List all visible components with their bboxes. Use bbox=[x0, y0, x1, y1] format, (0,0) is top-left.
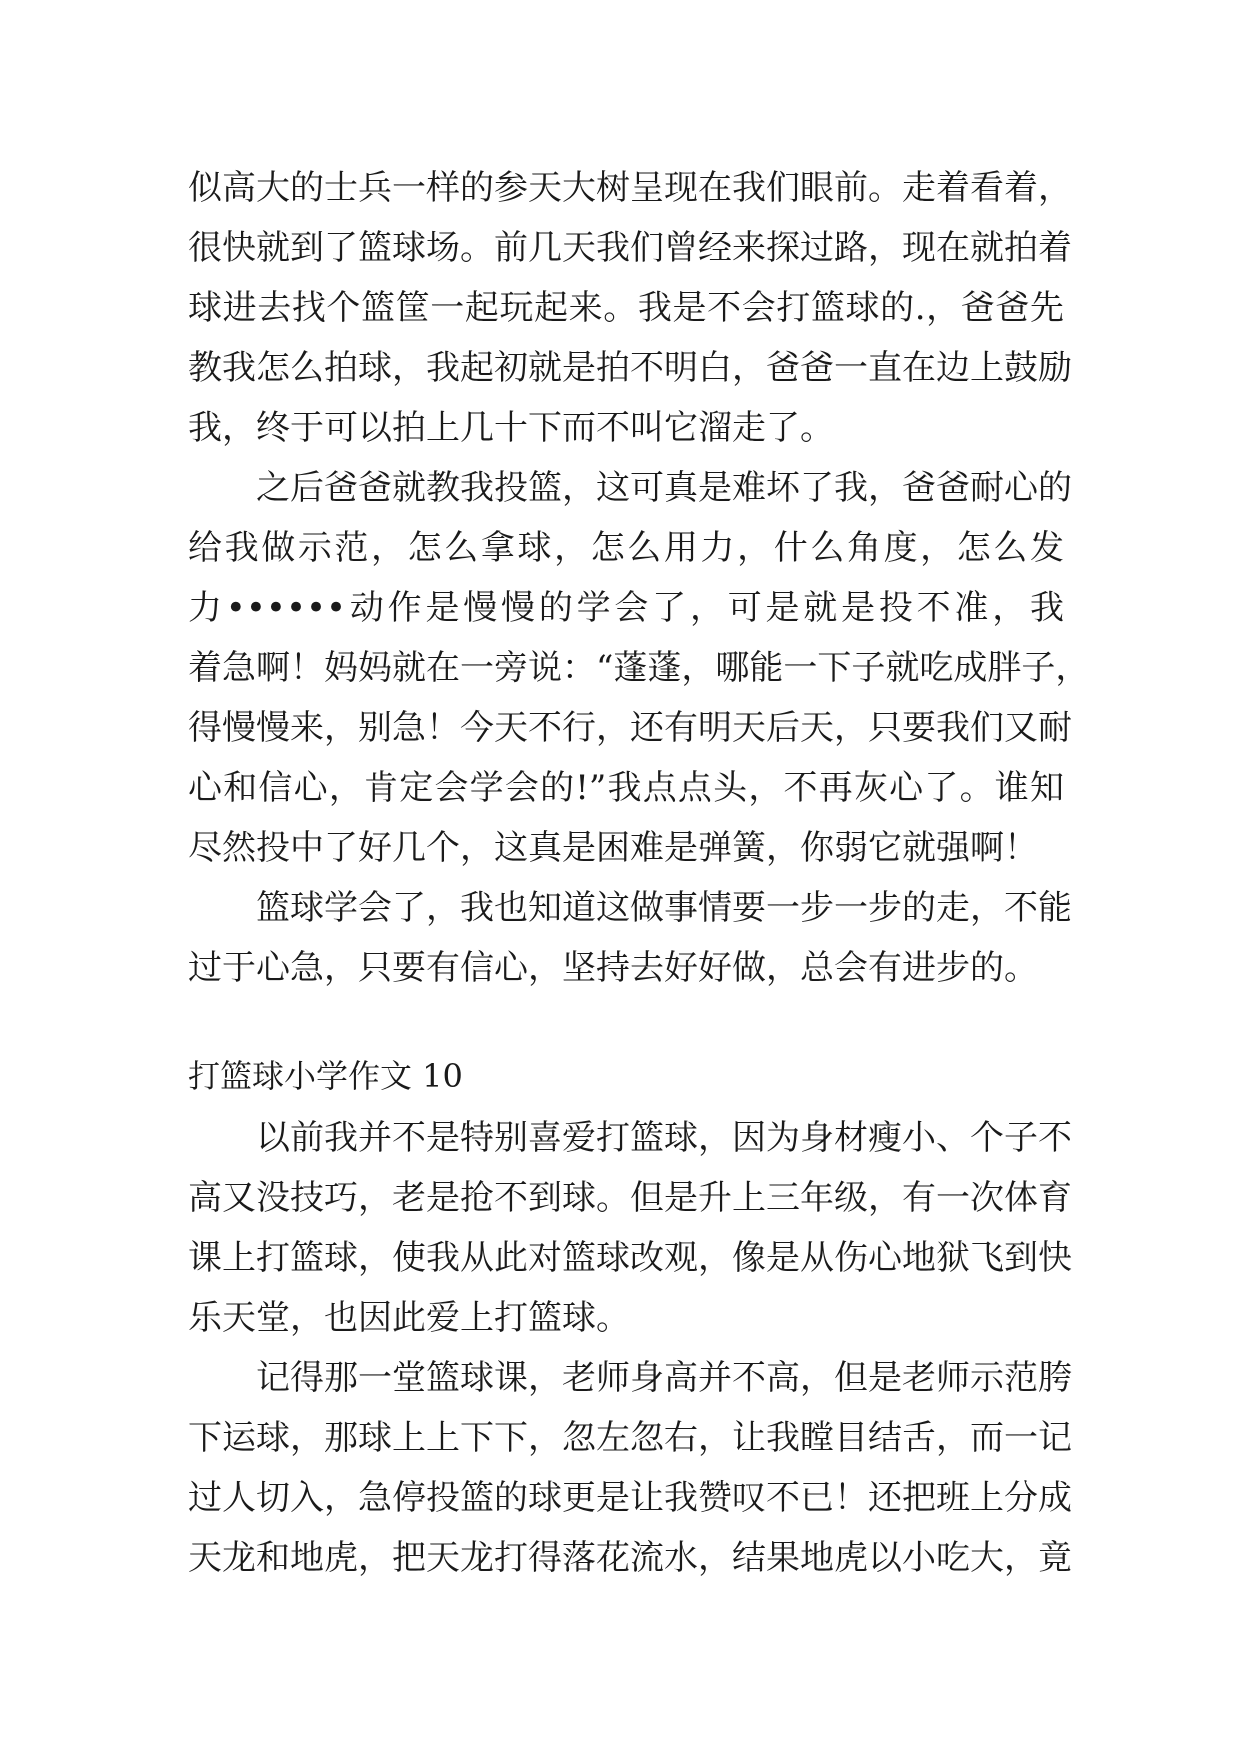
line-text: 尽然投中了好几个，这真是困难是弹簧，你弱它就强啊！ bbox=[188, 828, 1038, 868]
paragraph-line bbox=[0, 758, 1241, 818]
line-text: 以前我并不是特别喜爱打篮球，因为身材瘦小、个子不 bbox=[256, 1118, 1072, 1158]
paragraph-line bbox=[0, 398, 1241, 458]
paragraph-line bbox=[0, 458, 1241, 518]
line-text: 似高大的士兵一样的参天大树呈现在我们眼前。走着看着， bbox=[188, 168, 1072, 208]
line-text: 高又没技巧，老是抢不到球。但是升上三年级，有一次体育 bbox=[188, 1178, 1072, 1218]
paragraph-line bbox=[0, 158, 1241, 218]
paragraph-line bbox=[0, 698, 1241, 758]
paragraph-line bbox=[0, 518, 1241, 578]
line-text: 课上打篮球，使我从此对篮球改观，像是从伤心地狱飞到快 bbox=[188, 1238, 1072, 1278]
section-title-text: 打篮球小学作文 10 bbox=[188, 1057, 463, 1095]
line-text: 之后爸爸就教我投篮，这可真是难坏了我，爸爸耐心的 bbox=[256, 468, 1072, 508]
line-text: 力••••••动作是慢慢的学会了，可是就是投不准，我 bbox=[188, 588, 1064, 628]
line-text: 很快就到了篮球场。前几天我们曾经来探过路，现在就拍着 bbox=[188, 228, 1072, 268]
paragraph-line bbox=[0, 638, 1241, 698]
line-text: 乐天堂，也因此爱上打篮球。 bbox=[188, 1298, 630, 1338]
paragraph-line bbox=[0, 878, 1241, 938]
line-text: 过人切入，急停投篮的球更是让我赞叹不已！还把班上分成 bbox=[188, 1478, 1072, 1518]
paragraph-line bbox=[0, 1528, 1241, 1588]
paragraph-line bbox=[0, 1228, 1241, 1288]
line-text: 记得那一堂篮球课，老师身高并不高，但是老师示范胯 bbox=[256, 1358, 1072, 1398]
paragraph-line bbox=[0, 1468, 1241, 1528]
section-title bbox=[0, 1046, 1241, 1106]
paragraph-line bbox=[0, 1288, 1241, 1348]
line-text: 着急啊！妈妈就在一旁说：“蓬蓬，哪能一下子就吃成胖子， bbox=[188, 648, 1090, 688]
paragraph-line bbox=[0, 1408, 1241, 1468]
line-text: 球进去找个篮筐一起玩起来。我是不会打篮球的.，爸爸先 bbox=[188, 288, 1064, 328]
line-text: 我，终于可以拍上几十下而不叫它溜走了。 bbox=[188, 408, 834, 448]
line-text: 教我怎么拍球，我起初就是拍不明白，爸爸一直在边上鼓励 bbox=[188, 348, 1072, 388]
paragraph-line bbox=[0, 578, 1241, 638]
paragraph-line bbox=[0, 1108, 1241, 1168]
paragraph-line bbox=[0, 338, 1241, 398]
paragraph-line bbox=[0, 278, 1241, 338]
line-text: 给我做示范，怎么拿球，怎么用力，什么角度，怎么发 bbox=[188, 528, 1064, 568]
line-text: 下运球，那球上上下下，忽左忽右，让我瞠目结舌，而一记 bbox=[188, 1418, 1072, 1458]
line-text: 得慢慢来，别急！今天不行，还有明天后天，只要我们又耐 bbox=[188, 708, 1072, 748]
paragraph-line bbox=[0, 818, 1241, 878]
paragraph-line bbox=[0, 938, 1241, 998]
line-text: 过于心急，只要有信心，坚持去好好做，总会有进步的。 bbox=[188, 948, 1038, 988]
line-text: 天龙和地虎，把天龙打得落花流水，结果地虎以小吃大，竟 bbox=[188, 1538, 1072, 1578]
line-text: 篮球学会了，我也知道这做事情要一步一步的走，不能 bbox=[256, 888, 1072, 928]
paragraph-line bbox=[0, 218, 1241, 278]
line-text: 心和信心，肯定会学会的!”我点点头，不再灰心了。谁知 bbox=[188, 768, 1064, 808]
paragraph-line bbox=[0, 1348, 1241, 1408]
paragraph-line bbox=[0, 1168, 1241, 1228]
